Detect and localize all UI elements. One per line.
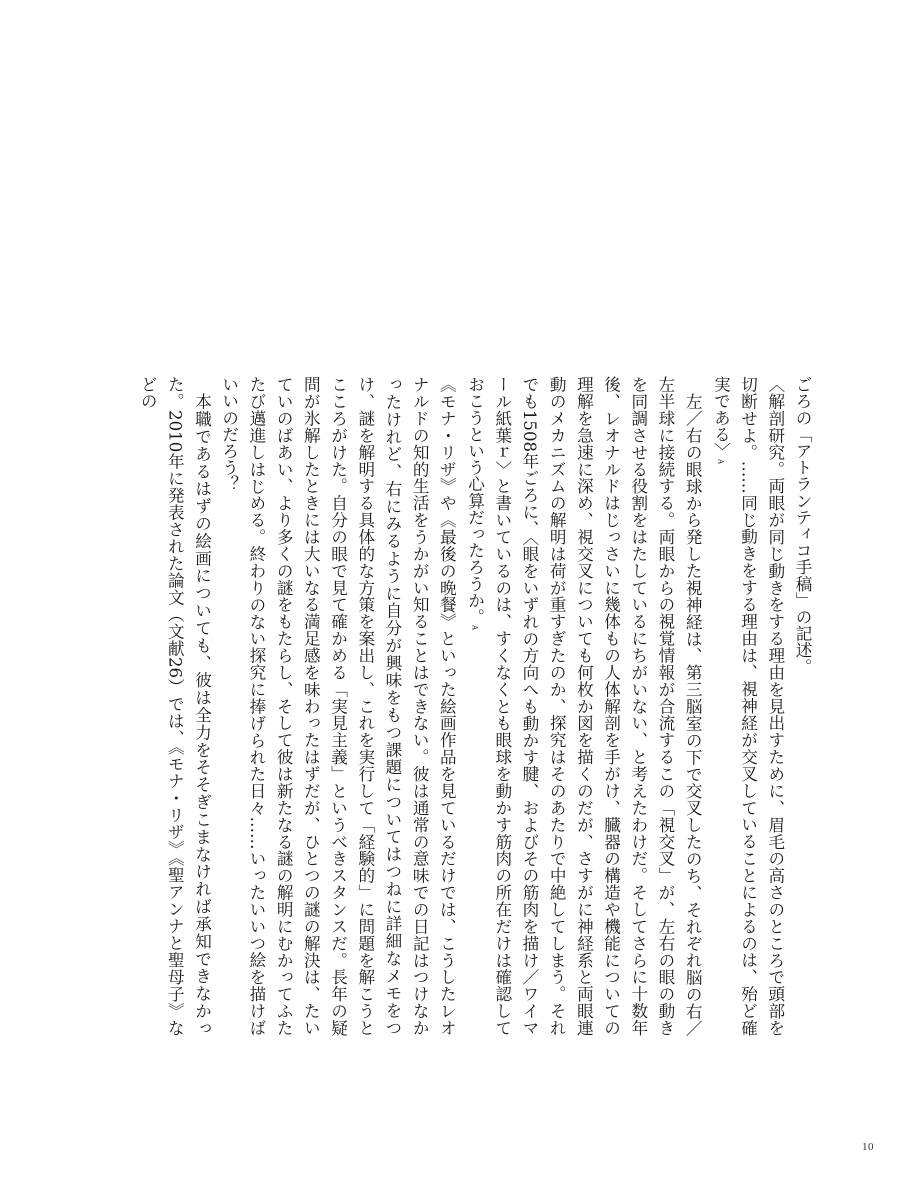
reference-mark: A: [716, 459, 725, 465]
reference-mark: A: [470, 625, 479, 631]
paragraph-optic-chiasm: [460, 376, 706, 1036]
optic-chiasm-text: 左／右の眼球から発した視神経は、第三脳室の下で交叉したのち、それぞれ脳の右／左半球に接続する。両眼からの視覚情報が合流するこの「視交叉」が、左右の眼の動きを同調させる役割をはたしているにちがいない、と考えたわけだ。そしてさらに十数年後、レオナルドはじっさいに幾体もの人体解剖を手がけ、臓器の構造や機能についての理解を急速に深め、視交叉についても何枚か図を描くのだが、さすがに神経系と両眼連動のメカニズムの解明は荷が重すぎたのか、探究はそのあたりで中絶してしまう。それでも1508年ごろに、〈眼をいずれの方向へも動かす腱、およびその筋肉を描け／ワイマール紙葉ｒ〉と書いているのは、すくなくとも眼球を動かす筋肉の所在だけは確認しておこうという心算だったろうか。: [465, 376, 703, 1036]
page-number: 10: [862, 1141, 874, 1153]
paragraph-quote: [706, 376, 789, 1036]
body-text: [108, 376, 816, 1036]
paragraph-paintings: 《モナ・リザ》や《最後の晩餐》といった絵画作品を見ているだけでは、こうしたレオナルドの知的生活をうかがい知ることはできない。彼は通常の意味での日記はつけなかったけれど、右にみるように自分が興味をもつ課題についてはつねに詳細なメモをつけ、謎を解明する具体的な方策を案出し、これを実行して「経験的」に問題を解こうとこころがけた。自分の眼で見て確かめる「実見主義」というべきスタンスだ。長年の疑問が氷解したときには大いなる満足感を味わったはずだが、ひとつの謎の解決は、たいていのばあい、より多くの謎をもたらし、そして彼は新たなる謎の解明にむかってふたたび邁進しはじめる。終わりのない探究に捧げられた日々……いったいいつ絵を描けばいいのだろう？: [219, 376, 457, 1036]
quote-text: 〈解剖研究。両眼が同じ動きをする理由を見出すために、眉毛の高さのところで頭部を切断せよ。……同じ動きをする理由は、視神経が交叉していることによるのは、殆ど確実である〉: [711, 376, 785, 1036]
paragraph-painting-effort: 本職であるはずの絵画についても、彼は全力をそそぎこまなければ承知できなかった。2010年に発表された論文（文献26）では、《モナ・リザ》《聖アンナと聖母子》などの: [138, 376, 212, 1036]
paragraph-intro: ごろの「アトランティコ手稿」の記述。: [793, 376, 812, 675]
